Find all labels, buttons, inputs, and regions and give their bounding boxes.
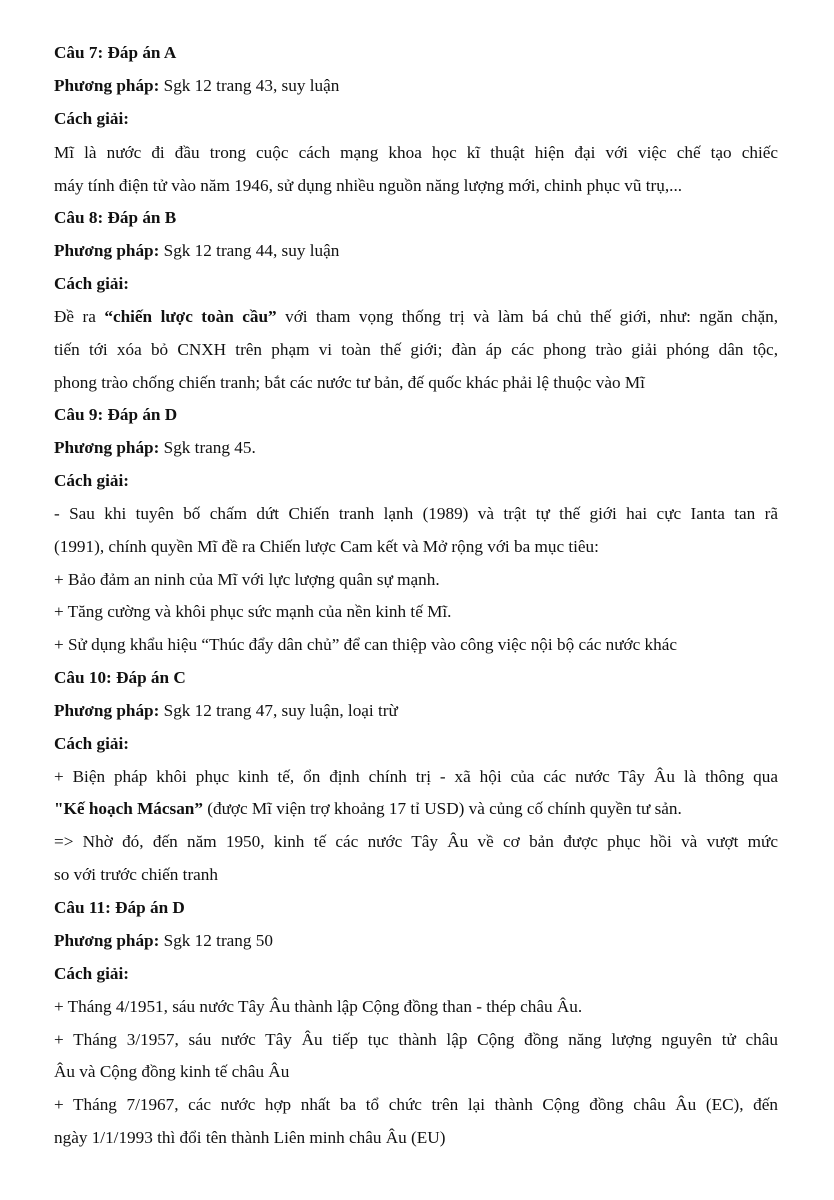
q7-heading: Câu 7: Đáp án A — [54, 43, 177, 62]
q8-solution-label: Cách giải: — [54, 274, 129, 293]
q9-solution-line: - Sau khi tuyên bố chấm dứt Chiến tranh lạnh (1989) và trật tự thế giới hai cực Ianta tan rã — [54, 504, 778, 523]
q11-solution-line: ngày 1/1/1993 thì đổi tên thành Liên minh châu Âu (EU) — [54, 1128, 446, 1147]
q11-solution-line: + Tháng 3/1957, sáu nước Tây Âu tiếp tục thành lập Cộng đồng năng lượng nguyên tử châu — [54, 1030, 778, 1049]
q9-solution-line: + Tăng cường và khôi phục sức mạnh của nền kinh tế Mĩ. — [54, 602, 452, 621]
q8-solution-line: tiến tới xóa bỏ CNXH trên phạm vi toàn thế giới; đàn áp các phong trào giải phóng dân tộc, — [54, 340, 778, 359]
q9-heading: Câu 9: Đáp án D — [54, 405, 178, 424]
q10-solution-label: Cách giải: — [54, 734, 129, 753]
q11-solution-line: + Tháng 7/1967, các nước hợp nhất ba tổ chức trên lại thành Cộng đồng châu Âu (EC), đến — [54, 1095, 778, 1114]
q10-solution-line: + Biện pháp khôi phục kinh tế, ổn định chính trị - xã hội của các nước Tây Âu là thông qua — [54, 767, 778, 786]
q10-method: Phương pháp: Sgk 12 trang 47, suy luận, loại trừ — [54, 701, 398, 720]
q11-method: Phương pháp: Sgk 12 trang 50 — [54, 931, 273, 950]
q10-heading: Câu 10: Đáp án C — [54, 668, 186, 687]
q9-solution-label: Cách giải: — [54, 471, 129, 490]
q8-heading: Câu 8: Đáp án B — [54, 208, 177, 227]
q9-method: Phương pháp: Sgk trang 45. — [54, 438, 256, 457]
q11-solution-line: + Tháng 4/1951, sáu nước Tây Âu thành lập Cộng đồng than - thép châu Âu. — [54, 997, 583, 1016]
q10-solution-line: so với trước chiến tranh — [54, 865, 218, 884]
q7-solution-line: Mĩ là nước đi đầu trong cuộc cách mạng khoa học kĩ thuật hiện đại với việc chế tạo chiếc — [54, 143, 778, 162]
q7-solution-label: Cách giải: — [54, 109, 129, 128]
q7-method: Phương pháp: Sgk 12 trang 43, suy luận — [54, 76, 340, 95]
q8-solution-line: phong trào chống chiến tranh; bắt các nước tư bản, đế quốc khác phải lệ thuộc vào Mĩ — [54, 373, 645, 392]
q10-solution-line: => Nhờ đó, đến năm 1950, kinh tế các nước Tây Âu về cơ bản được phục hồi và vượt mức — [54, 832, 778, 851]
q8-solution-line: Đề ra “chiến lược toàn cầu” với tham vọng thống trị và làm bá chủ thế giới, như: ngăn chặn, — [54, 307, 778, 326]
q11-solution-label: Cách giải: — [54, 964, 129, 983]
q8-method: Phương pháp: Sgk 12 trang 44, suy luận — [54, 241, 340, 260]
q10-solution-line: "Kế hoạch Mácsan” (được Mĩ viện trợ khoảng 17 tỉ USD) và củng cố chính quyền tư sản. — [54, 799, 682, 818]
q7-solution-line: máy tính điện tử vào năm 1946, sử dụng nhiều nguồn năng lượng mới, chinh phục vũ trụ,... — [54, 176, 683, 195]
q9-solution-line: + Bảo đảm an ninh của Mĩ với lực lượng quân sự mạnh. — [54, 570, 440, 589]
q11-solution-line: Âu và Cộng đồng kinh tế châu Âu — [54, 1062, 290, 1081]
q9-solution-line: (1991), chính quyền Mĩ đề ra Chiến lược Cam kết và Mở rộng với ba mục tiêu: — [54, 537, 599, 556]
q11-heading: Câu 11: Đáp án D — [54, 898, 185, 917]
q9-solution-line: + Sử dụng khẩu hiệu “Thúc đẩy dân chủ” để can thiệp vào công việc nội bộ các nước khác — [54, 635, 678, 654]
